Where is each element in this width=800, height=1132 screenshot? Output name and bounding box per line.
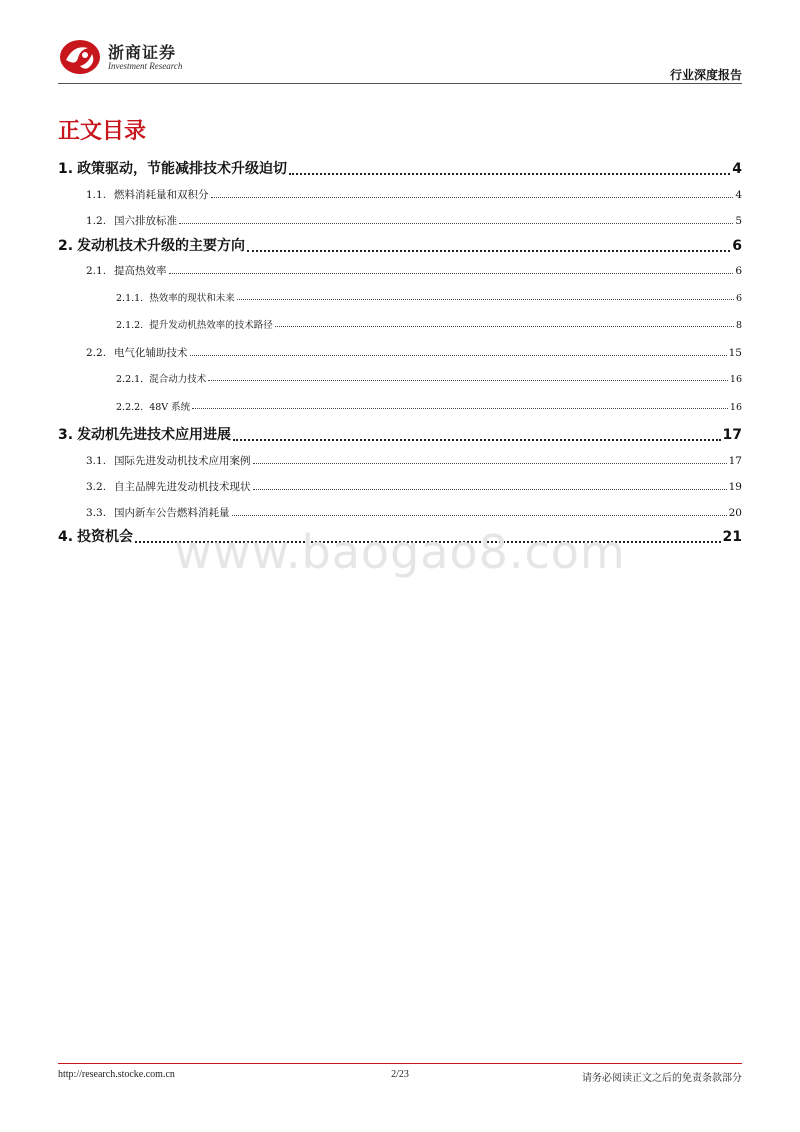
toc-entry-label: 48V 系统	[149, 402, 191, 413]
toc-entry[interactable]	[58, 235, 742, 255]
toc-entry-label: 电气化辅助技术	[114, 347, 188, 359]
toc-entry-page: 8	[735, 320, 742, 331]
toc-entry-label: 燃料消耗量和双积分	[114, 189, 209, 201]
toc-entry-number: 1.1.	[86, 189, 107, 201]
toc-entry-label: 国六排放标准	[114, 215, 178, 227]
toc-entry-page: 17	[728, 455, 742, 467]
toc-entry[interactable]	[58, 158, 742, 178]
toc-entry-page: 16	[729, 402, 742, 413]
toc-entry-label: 国际先进发动机技术应用案例	[114, 455, 251, 467]
toc-entry[interactable]	[86, 345, 742, 360]
toc-leader-dots	[237, 299, 734, 300]
disclaimer-note: 请务必阅读正文之后的免责条款部分	[582, 1073, 742, 1084]
toc-entry-label: 混合动力技术	[149, 374, 207, 385]
toc-entry-number: 2.2.1.	[116, 374, 144, 385]
toc-leader-dots	[211, 197, 734, 198]
toc-entry-number: 2.1.2.	[116, 320, 144, 331]
toc-entry-label: 国内新车公告燃料消耗量	[114, 507, 230, 519]
toc-entry-label: 投资机会	[77, 529, 134, 545]
stocke-logo-icon	[58, 36, 104, 76]
toc-leader-dots	[289, 173, 730, 175]
toc-entry[interactable]	[86, 187, 742, 202]
toc-entry-number: 2.1.	[86, 265, 107, 277]
toc-entry-page: 20	[728, 507, 742, 519]
header-divider	[58, 83, 742, 84]
toc-leader-dots	[179, 223, 733, 224]
toc-leader-dots	[232, 515, 727, 516]
toc-entry-label: 提升发动机热效率的技术路径	[149, 320, 273, 331]
toc-entry-label: 热效率的现状和未来	[149, 293, 235, 304]
toc-entry[interactable]	[86, 213, 742, 228]
toc-leader-dots	[233, 439, 720, 441]
toc-entry[interactable]	[86, 505, 742, 520]
toc-entry[interactable]	[86, 453, 742, 468]
toc-entry[interactable]	[86, 479, 742, 494]
toc-entry-number: 4.	[58, 529, 74, 545]
toc-title: 正文目录	[58, 119, 147, 144]
toc-entry[interactable]	[116, 290, 742, 304]
toc-entry-page: 6	[735, 265, 742, 277]
toc-entry-page: 5	[735, 215, 742, 227]
toc-leader-dots	[275, 326, 734, 327]
brand-name-en: Investment Research	[108, 61, 183, 71]
toc-entry[interactable]	[116, 371, 742, 385]
toc-entry-page: 6	[732, 238, 742, 254]
toc-leader-dots	[169, 273, 734, 274]
toc-entry-page: 19	[728, 481, 742, 493]
toc-entry[interactable]	[86, 263, 742, 278]
toc-entry-number: 2.2.2.	[116, 402, 144, 413]
toc-leader-dots	[253, 463, 727, 464]
toc-entry-page: 6	[735, 293, 742, 304]
toc-entry-number: 2.	[58, 238, 74, 254]
watermark: www.baogao8.com	[174, 525, 626, 579]
toc-entry-page: 17	[722, 427, 742, 443]
toc-entry-label: 提高热效率	[114, 265, 167, 277]
toc-entry-label: 政策驱动，节能减排技术升级迫切	[77, 161, 288, 177]
toc-leader-dots	[190, 355, 727, 356]
toc-entry-page: 15	[728, 347, 742, 359]
toc-leader-dots	[253, 489, 727, 490]
footer-divider	[58, 1063, 742, 1064]
toc-entry-number: 2.1.1.	[116, 293, 144, 304]
toc-leader-dots	[192, 408, 728, 409]
toc-entry[interactable]	[116, 317, 742, 331]
footer-url[interactable]: http://research.stocke.com.cn	[58, 1069, 175, 1080]
toc-entry-number: 3.	[58, 427, 74, 443]
toc-entry-number: 1.	[58, 161, 74, 177]
toc-entry[interactable]	[116, 399, 742, 413]
toc-entry-page: 16	[729, 374, 742, 385]
toc-entry-label: 发动机技术升级的主要方向	[77, 238, 246, 254]
toc-leader-dots	[208, 380, 728, 381]
toc-entry-number: 1.2.	[86, 215, 107, 227]
page-header	[58, 36, 742, 86]
toc-entry-number: 3.2.	[86, 481, 107, 493]
toc-entry-number: 3.1.	[86, 455, 107, 467]
page-number: 2/23	[391, 1069, 409, 1080]
toc-entry-page: 21	[722, 529, 742, 545]
toc-entry[interactable]	[58, 424, 742, 444]
brand-name-cn: 浙商证券	[108, 43, 177, 62]
toc-entry-number: 3.3.	[86, 507, 107, 519]
toc-entry-page: 4	[735, 189, 742, 201]
toc-leader-dots	[247, 250, 730, 252]
toc-entry-page: 4	[732, 161, 742, 177]
toc-entry-number: 2.2.	[86, 347, 107, 359]
toc-entry-label: 自主品牌先进发动机技术现状	[114, 481, 251, 493]
report-type: 行业深度报告	[669, 68, 742, 82]
toc-entry-label: 发动机先进技术应用进展	[77, 427, 232, 443]
